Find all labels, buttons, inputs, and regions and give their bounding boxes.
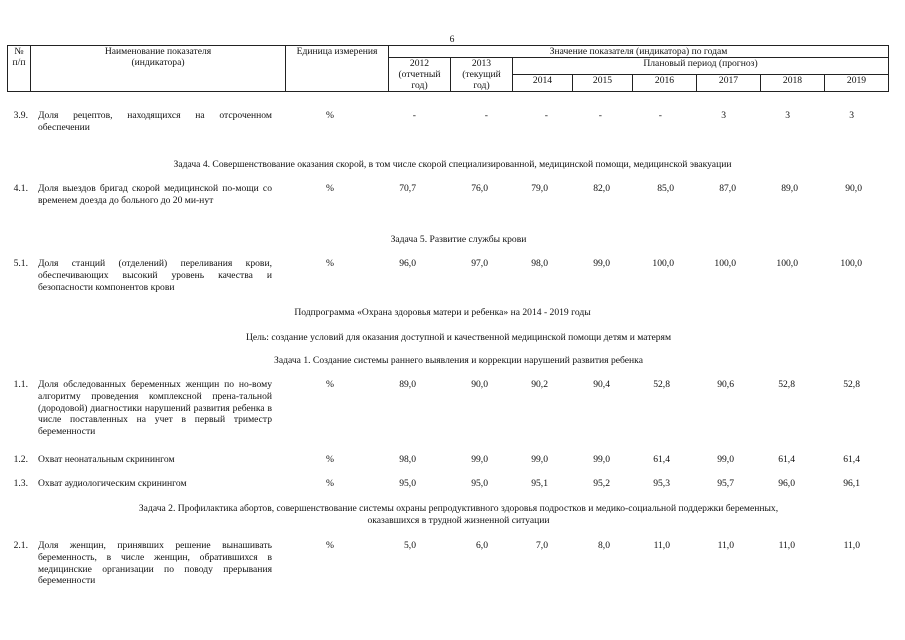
- value-2017: 99,0: [717, 454, 734, 465]
- value-2012: 5,0: [404, 540, 416, 551]
- header-year-2012: [389, 58, 451, 92]
- value-2016: 85,0: [657, 183, 674, 194]
- row-number: 2.1.: [13, 540, 28, 551]
- value-2018: 100,0: [776, 258, 798, 269]
- value-2018: 89,0: [781, 183, 798, 194]
- row-number: 4.1.: [13, 183, 28, 194]
- value-2014: 7,0: [536, 540, 548, 551]
- row-unit: %: [326, 454, 334, 465]
- value-2019: 96,1: [843, 478, 860, 489]
- value-2012: 89,0: [399, 379, 416, 390]
- value-2014: 79,0: [531, 183, 548, 194]
- value-2012: 96,0: [399, 258, 416, 269]
- table-header: [7, 45, 889, 92]
- header-name-line2: (индикатора): [131, 57, 185, 68]
- row-number: 5.1.: [13, 258, 28, 269]
- row-number: 1.3.: [13, 478, 28, 489]
- section-task4: Задача 4. Совершенствование оказания скорой, в том числе скорой специализированной, медицинской помощи, медицинской эвакуации: [173, 159, 732, 170]
- value-2017: 100,0: [714, 258, 736, 269]
- header-name: [31, 46, 286, 92]
- value-2013: 95,0: [471, 478, 488, 489]
- header-year-2016: 2016: [633, 75, 697, 92]
- value-2015: 99,0: [593, 454, 610, 465]
- value-2017: 90,6: [717, 379, 734, 390]
- value-2014: 99,0: [531, 454, 548, 465]
- row-name: Доля обследованных беременных женщин по но-вому алгоритму проведения комплексной прена-тальной (дородовой) диагностики нарушений развития ребенка в числе поставленных на учет в первый триместр беременности: [38, 379, 272, 438]
- value-2019: 11,0: [843, 540, 860, 551]
- year-2012-label: 2012: [409, 58, 430, 69]
- value-2019: 3: [849, 110, 854, 121]
- value-2017: 95,7: [717, 478, 734, 489]
- value-2013: 6,0: [476, 540, 488, 551]
- header-values: Значение показателя (индикатора) по годам: [389, 46, 889, 58]
- value-2015: -: [598, 110, 602, 121]
- value-2013: -: [484, 110, 488, 121]
- section-task2-line2: оказавшихся в трудной жизненной ситуации: [367, 515, 550, 526]
- row-number: 3.9.: [13, 110, 28, 121]
- value-2018: 61,4: [778, 454, 795, 465]
- value-2016: 100,0: [652, 258, 674, 269]
- row-unit: %: [326, 110, 334, 121]
- value-2017: 3: [721, 110, 726, 121]
- value-2016: 95,3: [653, 478, 670, 489]
- header-unit: Единица измерения: [286, 46, 389, 92]
- value-2014: 98,0: [531, 258, 548, 269]
- value-2016: 52,8: [653, 379, 670, 390]
- value-2015: 82,0: [593, 183, 610, 194]
- section-subprogram: Подпрограмма «Охрана здоровья матери и ребенка» на 2014 - 2019 годы: [294, 307, 591, 318]
- row-name: Доля женщин, принявших решение вынашивать беременность, в числе женщин, обратившихся в медицинские организации по поводу прерывания беременности: [38, 540, 272, 587]
- row-number: 1.1.: [13, 379, 28, 390]
- value-2015: 8,0: [598, 540, 610, 551]
- value-2012: 98,0: [399, 454, 416, 465]
- value-2015: 95,2: [593, 478, 610, 489]
- row-name: Доля станций (отделений) переливания крови, обеспечивающих высокий уровень качества и безопасности компонентов крови: [38, 258, 272, 293]
- value-2013: 76,0: [471, 183, 488, 194]
- section-task2-line1: Задача 2. Профилактика абортов, совершенствование системы охраны репродуктивного здоровья подростков и медико-социальной поддержки беременных,: [138, 503, 779, 514]
- value-2019: 61,4: [843, 454, 860, 465]
- value-2019: 90,0: [845, 183, 862, 194]
- value-2013: 99,0: [471, 454, 488, 465]
- value-2018: 52,8: [778, 379, 795, 390]
- value-2017: 87,0: [719, 183, 736, 194]
- value-2018: 96,0: [778, 478, 795, 489]
- value-2018: 3: [785, 110, 790, 121]
- value-2018: 11,0: [778, 540, 795, 551]
- header-num: № п/п: [8, 46, 31, 92]
- section-goal: Цель: создание условий для оказания доступной и качественной медицинской помощи детям и матерям: [245, 332, 672, 343]
- value-2014: 95,1: [531, 478, 548, 489]
- header-year-2018: 2018: [761, 75, 825, 92]
- value-2012: -: [412, 110, 416, 121]
- row-name: Доля выездов бригад скорой медицинской по-мощи со временем доезда до больного до 20 ми-нут: [38, 183, 272, 206]
- value-2015: 90,4: [593, 379, 610, 390]
- value-2014: 90,2: [531, 379, 548, 390]
- row-name: Охват аудиологическим скринингом: [38, 478, 187, 489]
- row-unit: %: [326, 258, 334, 269]
- year-2013-label: 2013: [471, 58, 492, 69]
- header-year-2014: 2014: [513, 75, 573, 92]
- header-name-line1: Наименование показателя: [104, 46, 212, 57]
- header-year-2013: [451, 58, 513, 92]
- row-unit: %: [326, 183, 334, 194]
- row-name: Охват неонатальным скринингом: [38, 454, 175, 465]
- row-number: 1.2.: [13, 454, 28, 465]
- value-2017: 11,0: [717, 540, 734, 551]
- value-2016: 61,4: [653, 454, 670, 465]
- value-2013: 97,0: [471, 258, 488, 269]
- row-unit: %: [326, 478, 334, 489]
- year-2013-note: (текущий год): [462, 69, 501, 91]
- value-2015: 99,0: [593, 258, 610, 269]
- value-2012: 95,0: [399, 478, 416, 489]
- header-planned: Плановый период (прогноз): [513, 58, 889, 75]
- year-2012-note: (отчетный год): [398, 69, 441, 91]
- value-2013: 90,0: [471, 379, 488, 390]
- value-2016: -: [658, 110, 662, 121]
- value-2012: 70,7: [399, 183, 416, 194]
- header-year-2015: 2015: [573, 75, 633, 92]
- header-year-2017: 2017: [697, 75, 761, 92]
- row-unit: %: [326, 540, 334, 551]
- page-number: 6: [449, 34, 455, 45]
- value-2016: 11,0: [653, 540, 670, 551]
- value-2014: -: [544, 110, 548, 121]
- row-name: Доля рецептов, находящихся на отсроченном обеспечении: [38, 110, 272, 133]
- row-unit: %: [326, 379, 334, 390]
- header-year-2019: 2019: [825, 75, 889, 92]
- section-task1: Задача 1. Создание системы раннего выявления и коррекции нарушений развития ребенка: [274, 355, 643, 366]
- section-task5: Задача 5. Развитие службы крови: [390, 234, 527, 245]
- value-2019: 100,0: [840, 258, 862, 269]
- value-2019: 52,8: [843, 379, 860, 390]
